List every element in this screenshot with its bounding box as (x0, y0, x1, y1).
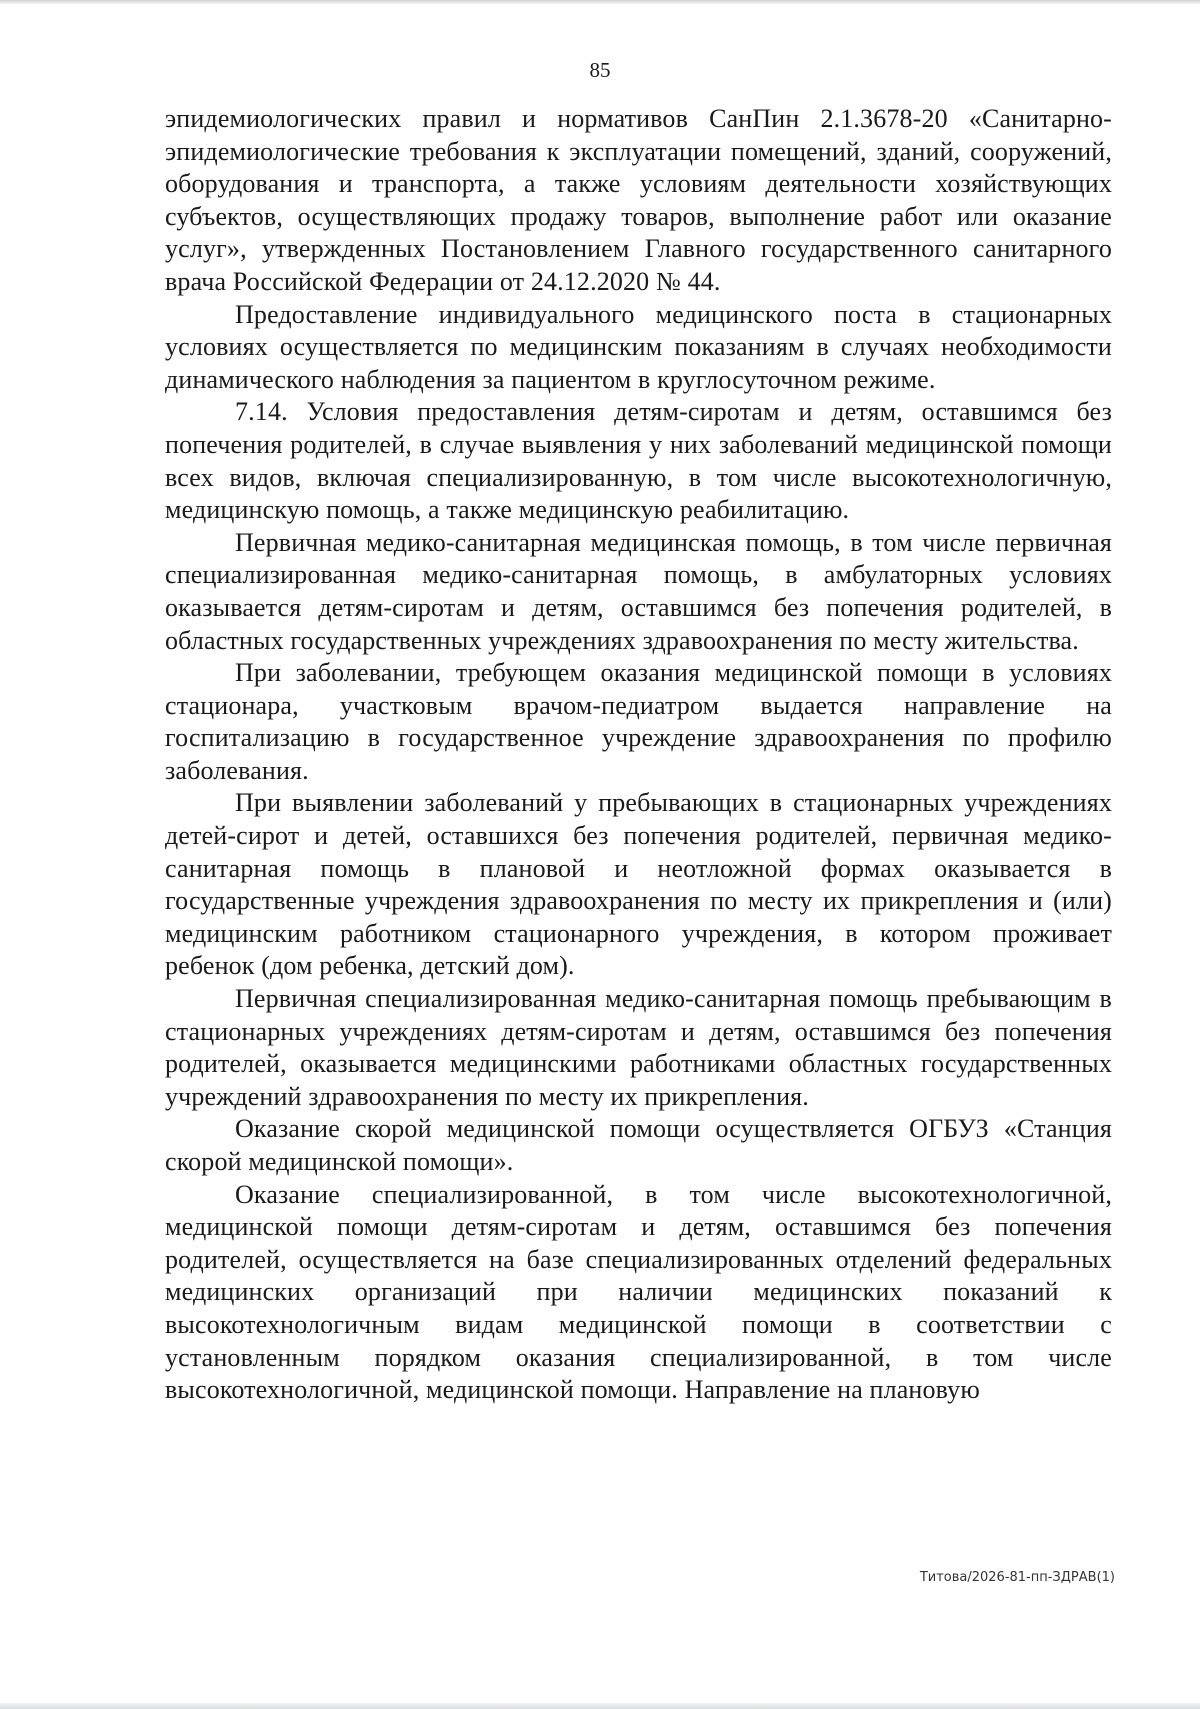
paragraph-primary-care: Первичная медико-санитарная медицинская помощь, в том числе первичная специализированная медико-санитарная помощь, в амбулаторных условиях оказывается детям-сиротам и детям, оставшимся без попечения родителей, в областных государственных учреждениях здравоохранения по месту жительства. (165, 527, 1112, 655)
paragraph-high-tech: Оказание специализированной, в том числе высокотехнологичной, медицинской помощи детям-сиротам и детям, оставшимся без попечения родителей, осуществляется на базе специализированных отделений федеральных медицинских организаций при наличии медицинских показаний к высокотехнологичным видам медицинской помощи в соответствии с установленным порядком оказания специализированной, в том числе высокотехнологичной, медицинской помощи. Направление на плановую (165, 1179, 1112, 1405)
scan-top-edge (0, 0, 1200, 4)
scan-bottom-edge (0, 1703, 1200, 1709)
document-code: Титова/2026-81-пп-ЗДРАВ(1) (919, 1570, 1115, 1585)
document-body (165, 103, 1112, 1407)
paragraph-medical-post: Предоставление индивидуального медицинского поста в стационарных условиях осуществляется по медицинским показаниям в случаях необходимости динамического наблюдения за пациентом в круглосуточном режиме. (165, 299, 1112, 394)
page-number: 85 (589, 58, 611, 82)
paragraph-detection: При выявлении заболеваний у пребывающих в стационарных учреждениях детей-сирот и детей, оставшихся без попечения родителей, первичная медико-санитарная помощь в плановой и неотложной формах оказывается в государственные учреждения здравоохранения по месту их прикрепления и (или) медицинским работником стационарного учреждения, в котором проживает ребенок (дом ребенка, детский дом). (165, 788, 1112, 981)
paragraph-section-7-14: 7.14. Условия предоставления детям-сиротам и детям, оставшимся без попечения родителей, в случае выявления у них заболеваний медицинской помощи всех видов, включая специализированную, в том числе высокотехнологичную, медицинскую помощь, а также медицинскую реабилитацию. (165, 397, 1112, 525)
paragraph-hospitalization: При заболевании, требующем оказания медицинской помощи в условиях стационара, участковым врачом-педиатром выдается направление на госпитализацию в государственное учреждение здравоохранения по профилю заболевания. (165, 658, 1112, 785)
paragraph-emergency: Оказание скорой медицинской помощи осуществляется ОГБУЗ «Станция скорой медицинской помощи». (165, 1114, 1112, 1176)
paragraph-specialized-primary: Первичная специализированная медико-санитарная помощь пребывающим в стационарных учреждениях детям-сиротам и детям, оставшимся без попечения родителей, оказывается медицинскими работниками областных государственных учреждений здравоохранения по месту их прикрепления. (165, 984, 1112, 1111)
paragraph-continuation: эпидемиологических правил и нормативов СанПин 2.1.3678-20 «Санитарно-эпидемиологические требования к эксплуатации помещений, зданий, сооружений, оборудования и транспорта, а также условиям деятельности хозяйствующих субъектов, осуществляющих продажу товаров, выполнение работ или оказание услуг», утвержденных Постановлением Главного государственного санитарного врача Российской Федерации от 24.12.2020 № 44. (165, 104, 1112, 296)
